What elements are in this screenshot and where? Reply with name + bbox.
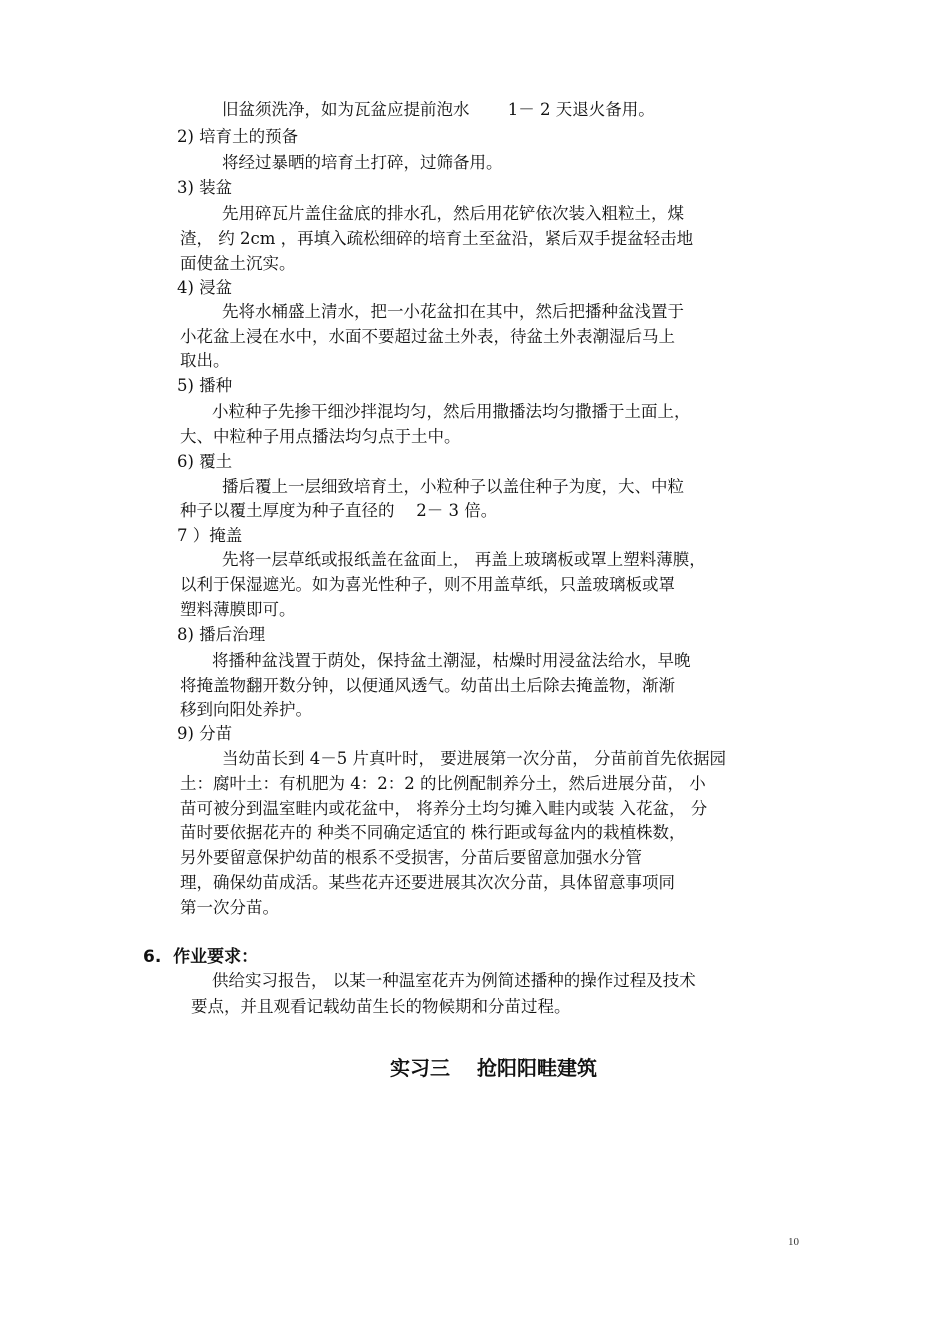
step-heading: 4) 浸盆 [177, 278, 233, 297]
text-line: 另外要留意保护幼苗的根系不受损害，分苗后要留意加强水分管 [180, 848, 642, 867]
text-line: 取出。 [180, 351, 230, 370]
text-line: 塑料薄膜即可。 [180, 600, 296, 619]
text-line: 大、中粒种子用点播法均匀点于土中。 [180, 427, 461, 446]
text-line: 当幼苗长到 4－5 片真叶时， 要进展第一次分苗， 分苗前首先依据园 [222, 749, 726, 768]
text-line: 面使盆土沉实。 [180, 254, 296, 273]
step-heading: 7 ）掩盖 [177, 526, 243, 545]
text-line: 渣， 约 2cm ，再填入疏松细碎的培育土至盆沿，紧后双手提盆轻击地 [180, 229, 694, 248]
text-line: 先将水桶盛上清水，把一小花盆扣在其中，然后把播种盆浅置于 [222, 302, 684, 321]
text-line: 先用碎瓦片盖住盆底的排水孔，然后用花铲依次装入粗粒土，煤 [222, 204, 684, 223]
step-heading: 9) 分苗 [177, 724, 233, 743]
text-line: 移到向阳处养护。 [180, 700, 312, 719]
step-heading: 8) 播后治理 [177, 625, 266, 644]
text-line: 小粒种子先掺干细沙拌混均匀，然后用撒播法均匀撒播于土面上， [212, 402, 691, 421]
text-line: 理，确保幼苗成活。某些花卉还要进展其次次分苗，具体留意事项同 [180, 873, 675, 892]
text-line: 先将一层草纸或报纸盖在盆面上， 再盖上玻璃板或罩上塑料薄膜， [222, 550, 706, 569]
step-heading: 3) 装盆 [177, 178, 233, 197]
step-heading: 5) 播种 [177, 376, 233, 395]
step-heading: 6) 覆土 [177, 452, 233, 471]
text-line: 苗时要依据花卉的 种类不同确定适宜的 株行距或每盆内的栽植株数， [180, 823, 686, 842]
chapter-title: 实习三 抢阳阳畦建筑 [390, 1056, 597, 1080]
section-heading: 6. 作业要求： [143, 947, 259, 967]
text-line: 要点，并且观看记载幼苗生长的物候期和分苗过程。 [191, 997, 571, 1016]
text-line: 供给实习报告， 以某一种温室花卉为例简述播种的操作过程及技术 [212, 971, 696, 990]
text-line: 播后覆上一层细致培育土，小粒种子以盖住种子为度，大、中粒 [222, 477, 684, 496]
text-line: 土：腐叶土：有机肥为 4：2：2 的比例配制养分土，然后进展分苗， 小 [180, 774, 706, 793]
text-line: 以利于保湿遮光。如为喜光性种子，则不用盖草纸，只盖玻璃板或罩 [180, 575, 675, 594]
page-number: 10 [788, 1236, 799, 1248]
text-line: 将掩盖物翻开数分钟，以便通风透气。幼苗出土后除去掩盖物，渐渐 [180, 676, 675, 695]
text-line: 第一次分苗。 [180, 898, 279, 917]
step-heading: 2) 培育土的预备 [177, 127, 299, 146]
text-line: 将经过暴晒的培育土打碎，过筛备用。 [222, 153, 503, 172]
text-line: 旧盆须洗净，如为瓦盆应提前泡水 1－ 2 天退火备用。 [222, 100, 655, 119]
text-line: 小花盆上浸在水中，水面不要超过盆土外表，待盆土外表潮湿后马上 [180, 327, 675, 346]
text-line: 种子以覆土厚度为种子直径的 2－ 3 倍。 [180, 501, 498, 520]
text-line: 苗可被分到温室畦内或花盆中， 将养分土均匀摊入畦内或装 入花盆， 分 [180, 799, 708, 818]
text-line: 将播种盆浅置于荫处，保持盆土潮湿，枯燥时用浸盆法给水，早晚 [212, 651, 691, 670]
